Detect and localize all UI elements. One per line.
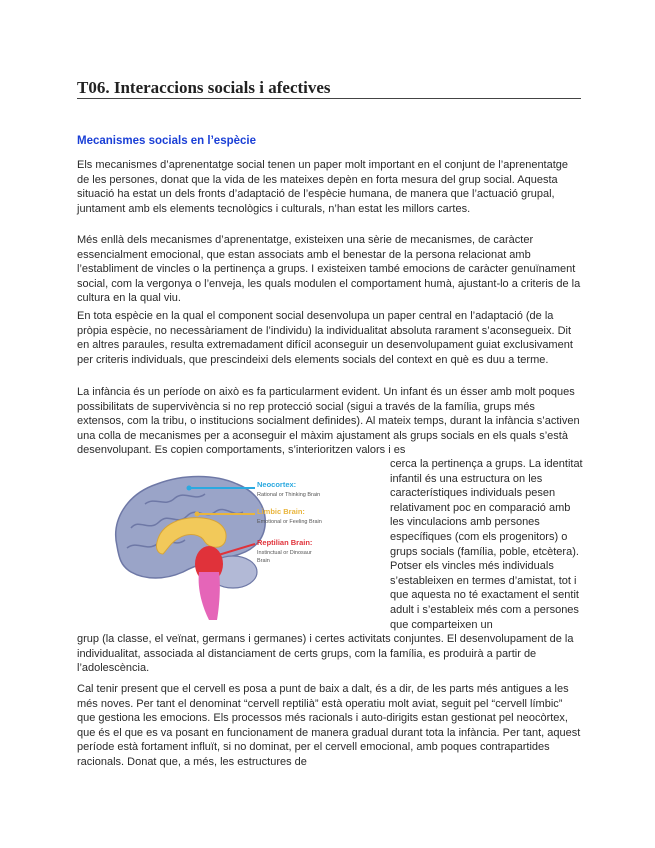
- paragraph-3: En tota espècie en la qual el component social desenvolupa un paper central en l’adaptació (de la pròpia espècie, no necessàriament de l’individu) la individualitat absoluta rarament s’aconsegueix. Dit en altres paraules, resulta extremadament difícil aconseguir un desenvolupament guiat exclusivament per criteris individuals, que prescindeixi dels elements socials del context en què es duu a terme.: [77, 310, 573, 366]
- paragraph-2: Més enllà dels mecanismes d’aprenentatge, existeixen una sèrie de mecanismes, de caràcter essencialment emocional, que estan associats amb el benestar de la persona relacionat amb l’establiment de vincles o la pertinença a grups. I existeixen també emocions de caràcter genuïnament social, com la vergonya o l’enveja, les quals modulen el comportament humà, ajustant-lo a criteris de la cultura en la qual viu.: [77, 234, 581, 305]
- limbic-sublabel: Emotional or Feeling Brain: [257, 519, 322, 525]
- page-title: T06. Interaccions socials i afectives: [77, 78, 331, 97]
- paragraph-5: Cal tenir present que el cervell es posa a punt de baix a dalt, és a dir, de les parts més antigues a les més noves. Per tant el denominat “cervell reptilià” està operatiu molt aviat, seguit pel “cervell límbic” que gestiona les emocions. Els processos més racionals i auto-dirigits estan gestionat pel neocòrtex, que és el que es va posant en funcionament de manera gradual durant tota la infància. Per tant, aquest període està fortament influït, si no dominat, per el cervell emocional, amb poques contrapartides racionals. Donat que, a més, les estructures de: [77, 683, 581, 768]
- paragraph-4-bottom: grup (la classe, el veïnat, germans i germanes) i certes activitats conjuntes. El desenvolupament de la individualitat, associada al distanciament de certs grups, com la família, es produirà a partir de l’adolescència.: [77, 633, 574, 675]
- section-heading: Mecanismes socials en l’espècie: [77, 135, 256, 147]
- brainstem-shape: [199, 572, 220, 620]
- brain-diagram: [105, 468, 355, 628]
- paragraph-1: Els mecanismes d’aprenentatge social tenen un paper molt important en el conjunt de l’aprenentatge de les persones, donat que la vida de les mateixes depèn en forta mesura del grup social. Aquesta situació ha estat un dels fronts d’adaptació de l’espècie humana, de manera que l’actuació grupal, juntament amb els elements tecnològics i culturals, n’han estat les millors cartes.: [77, 159, 569, 215]
- limbic-label: Limbic Brain:: [257, 507, 305, 516]
- neocortex-label: Neocortex:: [257, 480, 297, 489]
- reptilian-sublabel-2: Brain: [257, 558, 270, 564]
- neocortex-sublabel: Rational or Thinking Brain: [257, 492, 321, 498]
- reptilian-sublabel-1: Instinctual or Dinosaur: [257, 550, 312, 556]
- title-divider: [77, 98, 581, 99]
- paragraph-4-top: La infància és un període on això es fa particularment evident. Un infant és un ésser amb molt poques possibilitats de supervivència si no rep protecció social (sigui a través de la família, grups més extensos, com la tribu, o institucions socialment definides). Al mateix temps, durant la infància s’activen una colla de mecanismes per a aconseguir el màxim ajustament als grups socials en els quals s’està desenvolupant. Es copien comportaments, s’interioritzen valors i es: [77, 386, 580, 457]
- reptilian-label: Reptilian Brain:: [257, 538, 313, 547]
- paragraph-4-side: cerca la pertinença a grups. La identitat infantil és una estructura on les característiques individuals pesen relativament poc en comparació amb les vinculacions amb persones específiques (com els progenitors) o grups socials (família, poble, etcètera). Potser els vincles més individuals s’estableixen en termes d’amistat, tot i que aquesta no té exactament el sentit adult i s’estableix més com a persones que comparteixen un: [390, 458, 583, 631]
